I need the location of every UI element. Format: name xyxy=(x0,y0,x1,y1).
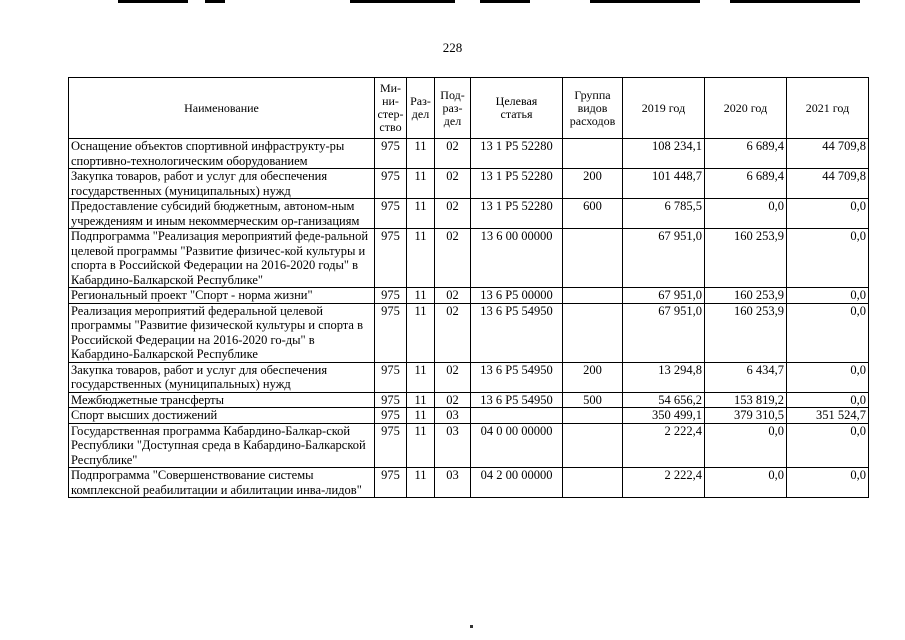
cell-ministry: 975 xyxy=(375,139,407,169)
cell-section: 11 xyxy=(407,423,435,468)
cell-group xyxy=(563,229,623,288)
cell-section: 11 xyxy=(407,362,435,392)
table-row xyxy=(69,303,869,362)
cell-2021: 0,0 xyxy=(787,303,869,362)
cell-ministry: 975 xyxy=(375,288,407,304)
table-row xyxy=(69,423,869,468)
header-2020: 2020 год xyxy=(705,78,787,139)
cell-target: 13 1 P5 52280 xyxy=(471,199,563,229)
header-target: Целевая статья xyxy=(471,78,563,139)
cell-2019: 67 951,0 xyxy=(623,288,705,304)
cell-2020: 160 253,9 xyxy=(705,303,787,362)
cell-target: 13 6 P5 54950 xyxy=(471,303,563,362)
cell-target: 13 1 P5 52280 xyxy=(471,169,563,199)
table-row xyxy=(69,288,869,304)
cell-ministry: 975 xyxy=(375,229,407,288)
cell-section: 11 xyxy=(407,392,435,408)
cell-ministry: 975 xyxy=(375,468,407,498)
cell-2019: 350 499,1 xyxy=(623,408,705,424)
cell-2019: 13 294,8 xyxy=(623,362,705,392)
table-row xyxy=(69,139,869,169)
cell-ministry: 975 xyxy=(375,169,407,199)
cell-name: Государственная программа Кабардино-Балкар-ской Республики "Доступная среда в Кабардино-Балкарской Республике" xyxy=(69,423,375,468)
cell-name: Спорт высших достижений xyxy=(69,408,375,424)
cell-target: 04 0 00 00000 xyxy=(471,423,563,468)
cell-subsection: 02 xyxy=(435,169,471,199)
cell-2021: 0,0 xyxy=(787,288,869,304)
cell-section: 11 xyxy=(407,229,435,288)
cell-group: 600 xyxy=(563,199,623,229)
cell-ministry: 975 xyxy=(375,392,407,408)
cell-group xyxy=(563,423,623,468)
table-row xyxy=(69,362,869,392)
cell-2021: 44 709,8 xyxy=(787,169,869,199)
page-number: 228 xyxy=(442,40,463,55)
table-row xyxy=(69,199,869,229)
header-subsection: Под- раз- дел xyxy=(435,78,471,139)
cell-2020: 6 434,7 xyxy=(705,362,787,392)
budget-table xyxy=(68,77,869,498)
cell-name: Межбюджетные трансферты xyxy=(69,392,375,408)
cell-2021: 0,0 xyxy=(787,468,869,498)
cell-group xyxy=(563,408,623,424)
cell-2021: 0,0 xyxy=(787,229,869,288)
cell-section: 11 xyxy=(407,169,435,199)
cell-name: Подпрограмма "Совершенствование системы комплексной реабилитации и абилитации инва-лидов" xyxy=(69,468,375,498)
header-2019: 2019 год xyxy=(623,78,705,139)
cell-name: Закупка товаров, работ и услуг для обеспечения государственных (муниципальных) нужд xyxy=(69,362,375,392)
cell-2020: 160 253,9 xyxy=(705,229,787,288)
table-row xyxy=(69,468,869,498)
top-edge-marks xyxy=(0,0,905,6)
cell-2019: 108 234,1 xyxy=(623,139,705,169)
cell-2020: 0,0 xyxy=(705,423,787,468)
cell-ministry: 975 xyxy=(375,362,407,392)
cell-2021: 351 524,7 xyxy=(787,408,869,424)
cell-2019: 6 785,5 xyxy=(623,199,705,229)
cell-subsection: 02 xyxy=(435,392,471,408)
cell-name: Оснащение объектов спортивной инфраструкту-ры спортивно-технологическим оборудованием xyxy=(69,139,375,169)
cell-section: 11 xyxy=(407,303,435,362)
cell-2020: 379 310,5 xyxy=(705,408,787,424)
header-group: Группа видов расходов xyxy=(563,78,623,139)
table-body xyxy=(69,139,869,498)
cell-target: 13 6 P5 00000 xyxy=(471,288,563,304)
cell-subsection: 03 xyxy=(435,408,471,424)
cell-target: 13 6 00 00000 xyxy=(471,229,563,288)
cell-2021: 0,0 xyxy=(787,362,869,392)
scan-speck xyxy=(470,625,473,628)
table-row xyxy=(69,408,869,424)
cell-name: Региональный проект "Спорт - норма жизни" xyxy=(69,288,375,304)
cell-group xyxy=(563,468,623,498)
cell-2020: 0,0 xyxy=(705,199,787,229)
cell-group xyxy=(563,139,623,169)
header-section: Раз- дел xyxy=(407,78,435,139)
cell-group xyxy=(563,303,623,362)
cell-2021: 0,0 xyxy=(787,423,869,468)
cell-2019: 101 448,7 xyxy=(623,169,705,199)
table-row xyxy=(69,169,869,199)
cell-2020: 160 253,9 xyxy=(705,288,787,304)
cell-ministry: 975 xyxy=(375,303,407,362)
cell-section: 11 xyxy=(407,468,435,498)
cell-ministry: 975 xyxy=(375,408,407,424)
cell-subsection: 02 xyxy=(435,199,471,229)
cell-2019: 67 951,0 xyxy=(623,229,705,288)
cell-subsection: 02 xyxy=(435,139,471,169)
cell-name: Подпрограмма "Реализация мероприятий феде-ральной целевой программы "Развитие физичес-кой культуры и спорта в Российской Федерации на 2016-2020 годы" в Кабардино-Балкарской Республике" xyxy=(69,229,375,288)
cell-2021: 44 709,8 xyxy=(787,139,869,169)
cell-ministry: 975 xyxy=(375,199,407,229)
cell-group xyxy=(563,288,623,304)
cell-2019: 2 222,4 xyxy=(623,468,705,498)
cell-subsection: 02 xyxy=(435,303,471,362)
cell-group: 200 xyxy=(563,169,623,199)
cell-target: 13 1 P5 52280 xyxy=(471,139,563,169)
header-ministry: Ми- ни- стер- ство xyxy=(375,78,407,139)
cell-2020: 153 819,2 xyxy=(705,392,787,408)
header-2021: 2021 год xyxy=(787,78,869,139)
cell-name: Предоставление субсидий бюджетным, автоном-ным учреждениям и иным некоммерческим ор-ганизациям xyxy=(69,199,375,229)
table-header-row xyxy=(69,78,869,139)
cell-target: 04 2 00 00000 xyxy=(471,468,563,498)
cell-name: Реализация мероприятий федеральной целевой программы "Развитие физической культуры и спорта в Российской Федерации на 2016-2020 го-ды" в Кабардино-Балкарской Республике xyxy=(69,303,375,362)
cell-subsection: 02 xyxy=(435,229,471,288)
cell-section: 11 xyxy=(407,288,435,304)
table-row xyxy=(69,229,869,288)
cell-subsection: 02 xyxy=(435,362,471,392)
cell-target xyxy=(471,408,563,424)
cell-ministry: 975 xyxy=(375,423,407,468)
table-row xyxy=(69,392,869,408)
cell-subsection: 03 xyxy=(435,468,471,498)
cell-2019: 2 222,4 xyxy=(623,423,705,468)
cell-2020: 6 689,4 xyxy=(705,169,787,199)
cell-name: Закупка товаров, работ и услуг для обеспечения государственных (муниципальных) нужд xyxy=(69,169,375,199)
cell-group: 500 xyxy=(563,392,623,408)
cell-section: 11 xyxy=(407,199,435,229)
cell-2020: 0,0 xyxy=(705,468,787,498)
cell-subsection: 03 xyxy=(435,423,471,468)
cell-2019: 67 951,0 xyxy=(623,303,705,362)
cell-section: 11 xyxy=(407,408,435,424)
cell-2021: 0,0 xyxy=(787,199,869,229)
cell-subsection: 02 xyxy=(435,288,471,304)
cell-section: 11 xyxy=(407,139,435,169)
cell-2020: 6 689,4 xyxy=(705,139,787,169)
header-name: Наименование xyxy=(69,78,375,139)
cell-target: 13 6 P5 54950 xyxy=(471,362,563,392)
cell-2019: 54 656,2 xyxy=(623,392,705,408)
cell-group: 200 xyxy=(563,362,623,392)
cell-target: 13 6 P5 54950 xyxy=(471,392,563,408)
cell-2021: 0,0 xyxy=(787,392,869,408)
